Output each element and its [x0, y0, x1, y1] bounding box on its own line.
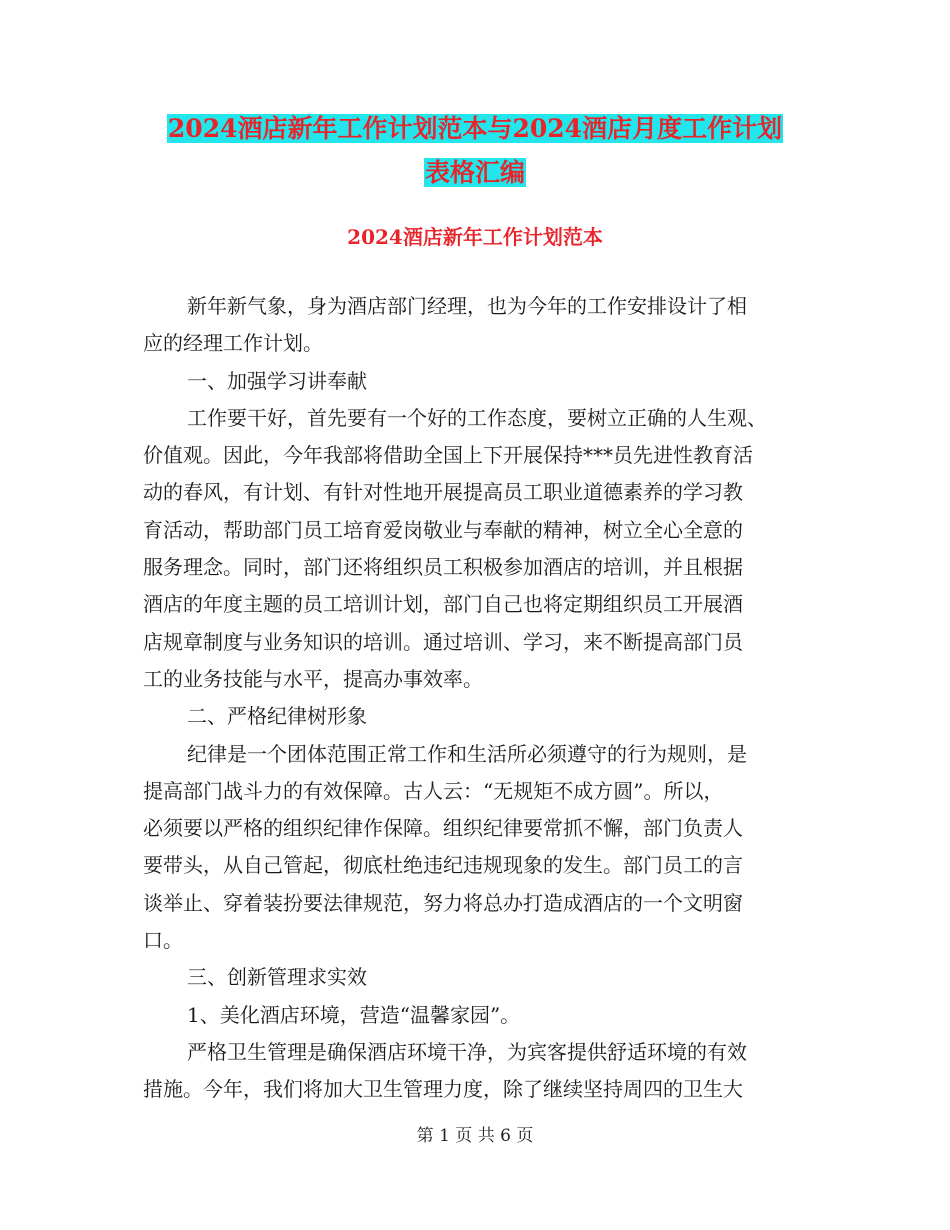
document-title-line-2: 表格汇编 — [424, 158, 525, 187]
document-title — [0, 111, 950, 147]
text-line: 育活动，帮助部门员工培育爱岗敬业与奉献的精神，树立全心全意的 — [143, 517, 743, 542]
text-line: 二、严格纪律树形象 — [187, 704, 367, 729]
text-line: 价值观。因此，今年我部将借助全国上下开展保持***员先进性教育活 — [143, 443, 753, 468]
text-line: 纪律是一个团体范围正常工作和生活所必须遵守的行为规则，是 — [187, 741, 747, 766]
text-line: 动的春风，有计划、有针对性地开展提高员工职业道德素养的学习教 — [143, 480, 743, 505]
text-line: 工作要干好，首先要有一个好的工作态度，要树立正确的人生观、 — [187, 405, 767, 430]
text-line: 谈举止、穿着装扮要法律规范，努力将总办打造成酒店的一个文明窗 — [143, 890, 743, 915]
page-footer: 第 1 页 共 6 页 — [416, 1126, 534, 1146]
text-line: 服务理念。同时，部门还将组织员工积极参加酒店的培训，并且根据 — [143, 555, 743, 580]
body-text — [143, 288, 813, 1109]
section-title: 2024酒店新年工作计划范本 — [347, 225, 603, 249]
text-line: 一、加强学习讲奉献 — [187, 368, 367, 393]
text-line: 必须要以严格的组织纪律作保障。组织纪律要常抓不懈，部门负责人 — [143, 816, 743, 841]
text-line: 新年新气象，身为酒店部门经理，也为今年的工作安排设计了相 — [187, 294, 747, 318]
text-line: 提高部门战斗力的有效保障。古人云：“无规矩不成方圆”。所以， — [143, 778, 724, 803]
text-line: 应的经理工作计划。 — [143, 331, 323, 356]
text-line: 酒店的年度主题的员工培训计划，部门自己也将定期组织员工开展酒 — [143, 592, 743, 617]
document-title-line-1: 2024酒店新年工作计划范本与2024酒店月度工作计划 — [167, 114, 783, 143]
text-line: 工的业务技能与水平，提高办事效率。 — [143, 666, 483, 691]
text-line: 1、美化酒店环境，营造“温馨家园”。 — [187, 1002, 521, 1027]
text-line: 三、创新管理求实效 — [187, 965, 367, 990]
document-title-continued — [0, 155, 950, 191]
text-line: 口。 — [143, 928, 183, 953]
text-line: 要带头，从自己管起，彻底杜绝违纪违规现象的发生。部门员工的言 — [143, 853, 743, 878]
text-line: 严格卫生管理是确保酒店环境干净，为宾客提供舒适环境的有效 — [187, 1039, 747, 1064]
text-line: 店规章制度与业务知识的培训。通过培训、学习，来不断提高部门员 — [143, 629, 743, 654]
text-line: 措施。今年，我们将加大卫生管理力度，除了继续坚持周四的卫生大 — [143, 1077, 743, 1102]
